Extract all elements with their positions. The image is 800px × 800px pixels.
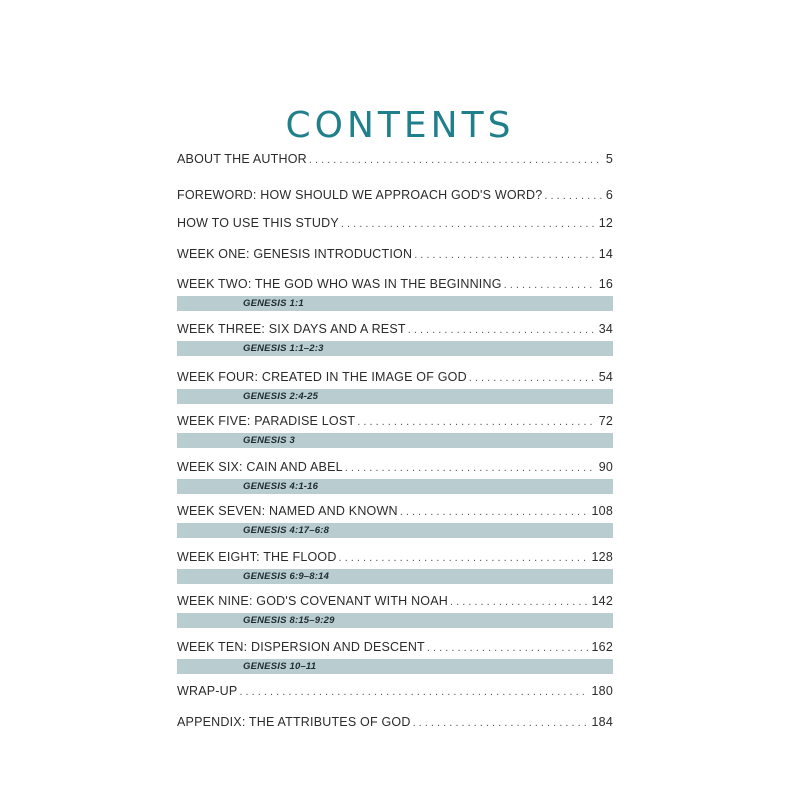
scripture-reference: GENESIS 8:15–9:29 xyxy=(243,615,335,626)
toc-entry-title: WEEK THREE: SIX DAYS AND A REST xyxy=(177,322,406,336)
scripture-reference-band xyxy=(177,389,613,404)
dot-leader xyxy=(341,215,595,232)
toc-line xyxy=(177,412,613,430)
toc-page-number: 142 xyxy=(591,594,613,608)
toc-entry xyxy=(177,320,613,354)
dot-leader xyxy=(504,276,595,293)
toc-line xyxy=(177,275,613,293)
toc-entry-title: WEEK EIGHT: THE FLOOD xyxy=(177,550,337,564)
scripture-reference-band xyxy=(177,479,613,494)
toc-entry xyxy=(177,412,613,446)
dot-leader xyxy=(414,246,595,263)
toc-entry-title: WEEK ONE: GENESIS INTRODUCTION xyxy=(177,247,413,261)
dot-leader xyxy=(427,639,588,656)
toc-line xyxy=(177,320,613,338)
toc-entry-title: APPENDIX: THE ATTRIBUTES OF GOD xyxy=(177,715,411,729)
toc-page-number: 90 xyxy=(598,460,613,474)
scripture-reference: GENESIS 4:1-16 xyxy=(243,481,319,492)
dot-leader xyxy=(357,413,594,430)
toc-page-number: 16 xyxy=(598,277,613,291)
toc-entry-title: ABOUT THE AUTHOR xyxy=(177,152,307,166)
toc-entry-title: WEEK SIX: CAIN AND ABEL xyxy=(177,460,343,474)
toc-line xyxy=(177,638,613,656)
toc-page-number: 6 xyxy=(605,188,613,202)
toc-entry-title: WEEK NINE: GOD'S COVENANT WITH NOAH xyxy=(177,594,448,608)
toc-entry xyxy=(177,713,613,731)
toc-line xyxy=(177,713,613,731)
scripture-reference: GENESIS 1:1–2:3 xyxy=(243,343,324,354)
scripture-reference-band xyxy=(177,569,613,584)
scripture-reference-band xyxy=(177,341,613,356)
toc-entry-title: WEEK FIVE: PARADISE LOST xyxy=(177,414,356,428)
toc-entry-title: WEEK TWO: THE GOD WHO WAS IN THE BEGINNING xyxy=(177,277,502,291)
toc-line xyxy=(177,245,613,263)
toc-entry xyxy=(177,186,613,204)
toc-page-number: 12 xyxy=(598,216,613,230)
toc-page-number: 34 xyxy=(598,322,613,336)
dot-leader xyxy=(544,187,601,204)
toc-line xyxy=(177,150,613,168)
toc-line xyxy=(177,186,613,204)
toc-page-number: 162 xyxy=(591,640,613,654)
dot-leader xyxy=(400,503,588,520)
scripture-reference: GENESIS 1:1 xyxy=(243,298,304,309)
scripture-reference-band xyxy=(177,613,613,628)
dot-leader xyxy=(239,683,587,700)
scripture-reference: GENESIS 2:4-25 xyxy=(243,391,319,402)
dot-leader xyxy=(339,549,588,566)
toc-entry xyxy=(177,502,613,536)
toc-entry xyxy=(177,245,613,263)
toc-page-number: 128 xyxy=(591,550,613,564)
toc-entry xyxy=(177,592,613,626)
toc-entry xyxy=(177,214,613,232)
toc-line xyxy=(177,592,613,610)
toc-line xyxy=(177,548,613,566)
toc-entry-title: WEEK TEN: DISPERSION AND DESCENT xyxy=(177,640,425,654)
toc-page-number: 180 xyxy=(591,684,613,698)
toc-entry xyxy=(177,368,613,402)
toc-entry-title: WEEK SEVEN: NAMED AND KNOWN xyxy=(177,504,398,518)
toc-entry-title: FOREWORD: HOW SHOULD WE APPROACH GOD'S WORD? xyxy=(177,188,543,202)
scripture-reference-band xyxy=(177,296,613,311)
toc-page-number: 72 xyxy=(598,414,613,428)
toc-line xyxy=(177,502,613,520)
dot-leader xyxy=(469,369,595,386)
toc-page-number: 108 xyxy=(591,504,613,518)
toc-entry-title: HOW TO USE THIS STUDY xyxy=(177,216,339,230)
toc-entry xyxy=(177,275,613,309)
scripture-reference: GENESIS 10–11 xyxy=(243,661,317,672)
toc-entry-title: WRAP-UP xyxy=(177,684,238,698)
dot-leader xyxy=(345,459,595,476)
toc-line xyxy=(177,368,613,386)
dot-leader xyxy=(309,151,602,168)
toc-line xyxy=(177,682,613,700)
toc-line xyxy=(177,458,613,476)
toc-line xyxy=(177,214,613,232)
scripture-reference-band xyxy=(177,659,613,674)
toc-entry xyxy=(177,458,613,492)
toc-page-number: 184 xyxy=(591,715,613,729)
dot-leader xyxy=(408,321,595,338)
toc-entry xyxy=(177,682,613,700)
toc-page-number: 5 xyxy=(605,152,613,166)
toc-page-number: 54 xyxy=(598,370,613,384)
toc-entry xyxy=(177,150,613,168)
scripture-reference: GENESIS 4:17–6:8 xyxy=(243,525,330,536)
toc-entry xyxy=(177,548,613,582)
scripture-reference-band xyxy=(177,433,613,448)
scripture-reference: GENESIS 6:9–8:14 xyxy=(243,571,330,582)
scripture-reference: GENESIS 3 xyxy=(243,435,295,446)
toc-entry xyxy=(177,638,613,672)
scripture-reference-band xyxy=(177,523,613,538)
dot-leader xyxy=(450,593,588,610)
page-title: CONTENTS xyxy=(285,105,515,147)
dot-leader xyxy=(413,714,588,731)
toc-page-number: 14 xyxy=(598,247,613,261)
toc-entry-title: WEEK FOUR: CREATED IN THE IMAGE OF GOD xyxy=(177,370,467,384)
